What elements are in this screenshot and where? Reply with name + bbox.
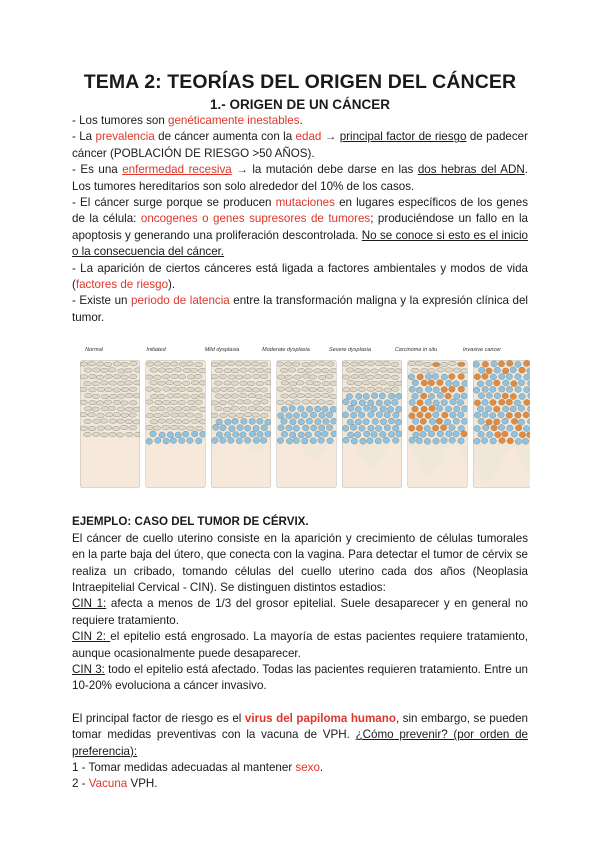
cin1-paragraph: CIN 1: afecta a menos de 1/3 del grosor epitelial. Suele desaparecer y en general no requiere tratamiento. bbox=[72, 597, 528, 627]
stage-label-moderate: Moderate dysplasia bbox=[262, 347, 310, 354]
cervical-progression-figure bbox=[78, 347, 530, 493]
paragraph-prevalence: - La prevalencia de cáncer aumenta con la edad → principal factor de riesgo de padecer cáncer (POBLACIÓN DE RIESGO >50 AÑOS). bbox=[72, 130, 528, 160]
hpv-paragraph: El principal factor de riesgo es el virus del papiloma humano, sin embargo, se pueden tomar medidas preventivas con la vacuna de VPH. ¿Cómo prevenir? (por orden de preferencia): bbox=[72, 711, 528, 758]
page-title: TEMA 2: TEORÍAS DEL ORIGEN DEL CÁNCER bbox=[83, 71, 517, 93]
example-heading: EJEMPLO: CASO DEL TUMOR DE CÉRVIX. bbox=[72, 515, 309, 529]
stage-label-initiated: Initiated bbox=[146, 347, 166, 354]
cin2-paragraph: CIN 2: el epitelio está engrosado. La mayoría de estas pacientes requiere tratamiento, aunque ocasionalmente puede desaparecer. bbox=[72, 630, 529, 660]
document-page bbox=[72, 70, 528, 793]
cin3-paragraph: CIN 3: todo el epitelio está afectado. Todas las pacientes requieren tratamiento. Entre un 10-20% evoluciona a cáncer invasivo. bbox=[72, 662, 528, 693]
example-intro: El cáncer de cuello uterino consiste en la aparición y crecimiento de células tumorales en la parte baja del útero, que conecta con la vagina. Para detectar el tumor de cérvix se realiza un cribado, tomando células del cuello uterino cada dos años (Neoplasia Intraepitelial Cervical - CIN). Se distinguen distintos estadios: bbox=[72, 531, 528, 594]
tissue-illustration bbox=[78, 360, 530, 492]
cin1-label: CIN 1: bbox=[72, 597, 107, 611]
paragraph-mutations: - El cáncer surge porque se producen mutaciones en lugares específicos de los genes de la célula: oncogenes o genes supresores de tumores; produciéndose un fallo en la apoptosis y generando una proliferación descontrolada. No se conoce si esto es el inicio o la consecuencia del cáncer. bbox=[72, 196, 528, 259]
paragraph-recessive-disease: - Es una enfermedad recesiva → la mutación debe darse en las dos hebras del ADN. Los tumores hereditarios son solo alrededor del 10% de los casos. bbox=[72, 163, 528, 193]
paragraph-risk-factors: - La aparición de ciertos cánceres está ligada a factores ambientales y modos de vida (factores de riesgo). bbox=[72, 261, 528, 292]
paragraph-genetic-instability: - Los tumores son genéticamente inestables. bbox=[72, 114, 303, 127]
section-heading: 1.- ORIGEN DE UN CÁNCER bbox=[209, 97, 390, 112]
cin2-label: CIN 2: bbox=[72, 630, 111, 644]
paragraph-latency: - Existe un periodo de latencia entre la transformación maligna y la expresión clínica del tumor. bbox=[72, 294, 528, 324]
prevention-item-1: 1 - Tomar medidas adecuadas al mantener sexo. bbox=[72, 760, 324, 774]
cin3-label: CIN 3: bbox=[72, 662, 105, 676]
stage-label-mild: Mild dysplasia bbox=[204, 347, 240, 354]
stage-label-normal: Normal bbox=[85, 347, 103, 354]
stage-label-severe: Severe dysplasia bbox=[329, 347, 371, 354]
figure-stage-labels bbox=[78, 347, 530, 359]
stage-label-invasive: Invasive cancer bbox=[462, 347, 502, 354]
prevention-item-2: 2 - Vacuna VPH. bbox=[72, 777, 158, 791]
stage-label-in-situ: Carcinoma in situ bbox=[394, 347, 438, 354]
